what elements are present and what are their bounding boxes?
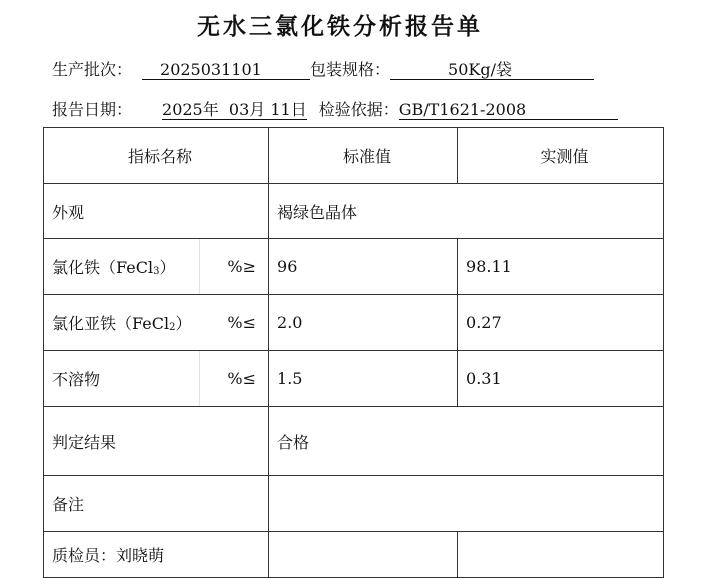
table-row	[44, 295, 664, 351]
indicator-name: 氯化铁（FeCl3）	[44, 239, 200, 295]
header-indicator-name: 指标名称	[44, 128, 269, 184]
remark-row	[44, 476, 664, 532]
inspector-cell-empty	[458, 532, 664, 578]
batch-label: 生产批次：	[52, 60, 133, 79]
inspector-cell-empty	[269, 532, 458, 578]
basis-label: 检验依据：	[318, 100, 399, 119]
standard-value: 2.0	[269, 295, 458, 351]
remark-value	[269, 476, 664, 532]
measured-value: 98.11	[458, 239, 664, 295]
table-row	[44, 351, 664, 407]
table-row	[44, 239, 664, 295]
judgement-value: 合格	[269, 407, 664, 476]
batch-row	[52, 57, 594, 80]
date-label: 报告日期：	[52, 100, 133, 119]
standard-value: 96	[269, 239, 458, 295]
measured-value: 0.31	[458, 351, 664, 407]
header-row	[44, 128, 664, 184]
indicator-operator: %≤	[200, 351, 269, 407]
indicator-operator: %≤	[200, 295, 269, 351]
appearance-row	[44, 184, 664, 239]
date-value: 2025年 03月 11日	[162, 100, 307, 119]
indicator-name: 不溶物	[44, 351, 200, 407]
standard-value: 1.5	[269, 351, 458, 407]
measured-value: 0.27	[458, 295, 664, 351]
inspector-label: 质检员：刘晓萌	[44, 532, 269, 578]
basis-value: GB/T1621-2008	[399, 101, 618, 120]
appearance-standard: 褐绿色晶体	[269, 184, 664, 239]
spec-value: 50Kg/袋	[390, 61, 594, 80]
inspector-row	[44, 532, 664, 578]
report-title: 无水三氯化铁分析报告单	[197, 13, 483, 40]
batch-value: 2025031101	[142, 61, 310, 80]
analysis-table	[43, 127, 664, 578]
indicator-name: 氯化亚铁（FeCl2）	[44, 295, 200, 351]
remark-label: 备注	[44, 476, 269, 532]
judgement-row	[44, 407, 664, 476]
appearance-label: 外观	[44, 184, 269, 239]
header-standard-value: 标准值	[269, 128, 458, 184]
spec-label: 包装规格：	[310, 60, 391, 79]
header-measured-value: 实测值	[458, 128, 664, 184]
judgement-label: 判定结果	[44, 407, 269, 476]
indicator-operator: %≥	[200, 239, 269, 295]
date-row	[52, 97, 618, 120]
